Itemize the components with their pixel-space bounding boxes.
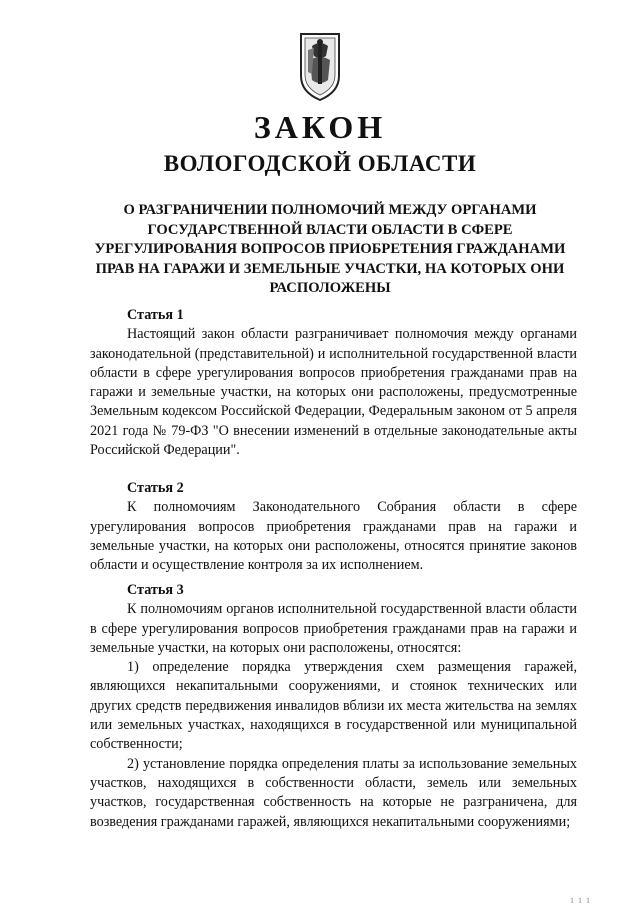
- article-2: [90, 479, 577, 575]
- article-paragraph: 2) установление порядка определения платы за использование земельных участков, находящихся в собственности области, земель или земельных участков, государственная собственность на которые не разграничена, для возведения гражданами гаражей, являющихся некапитальными сооружениями;: [90, 755, 577, 830]
- page-number: 1 1 1: [570, 896, 591, 905]
- article-1: [90, 306, 577, 460]
- article-paragraph: К полномочиям органов исполнительной государственной власти области в сфере урегулирования вопросов приобретения гражданами прав на гаражи и земельные участки, на которых они расположены, относятся:: [90, 601, 577, 656]
- document-title: ЗАКОН: [253, 109, 387, 145]
- article-paragraph: К полномочиям Законодательного Собрания области в сфере урегулирования вопросов приобретения гражданами прав на гаражи и земельные участки, на которых они расположены, относятся принятие законов области и осуществление контроля за их исполнением.: [90, 499, 577, 574]
- document-subject: О РАЗГРАНИЧЕНИИ ПОЛНОМОЧИЙ МЕЖДУ ОРГАНАМИ ГОСУДАРСТВЕННОЙ ВЛАСТИ ОБЛАСТИ В СФЕРЕ УРЕГУЛИРОВАНИЯ ВОПРОСОВ ПРИОБРЕТЕНИЯ ГРАЖДАНАМИ ПРАВ НА ГАРАЖИ И ЗЕМЕЛЬНЫЕ УЧАСТКИ, НА КОТОРЫХ ОНИ РАСПОЛОЖЕНЫ: [94, 202, 566, 296]
- article-heading: Статья 2: [127, 480, 184, 496]
- document-region: ВОЛОГОДСКОЙ ОБЛАСТИ: [163, 151, 477, 176]
- article-3: [90, 581, 577, 832]
- article-paragraph: 1) определение порядка утверждения схем размещения гаражей, являющихся некапитальными сооружениями, и стоянок технических или других средств передвижения инвалидов вблизи их места жительства на землях или земельных участках, находящихся в государственной или муниципальной собственности;: [90, 659, 577, 753]
- article-heading: Статья 3: [127, 582, 184, 598]
- article-paragraph: Настоящий закон области разграничивает полномочия между органами законодательной (представительной) и исполнительной государственной власти области в сфере урегулирования вопросов приобретения гражданами прав на гаражи и земельные участки, на которых они расположены, предусмотренные Земельным кодексом Российской Федерации, Федеральным законом от 5 апреля 2021 года № 79-ФЗ "О внесении изменений в отдельные законодательные акты Российской Федерации".: [90, 326, 577, 459]
- article-heading: Статья 1: [127, 307, 184, 323]
- coat-of-arms-icon: [298, 30, 342, 102]
